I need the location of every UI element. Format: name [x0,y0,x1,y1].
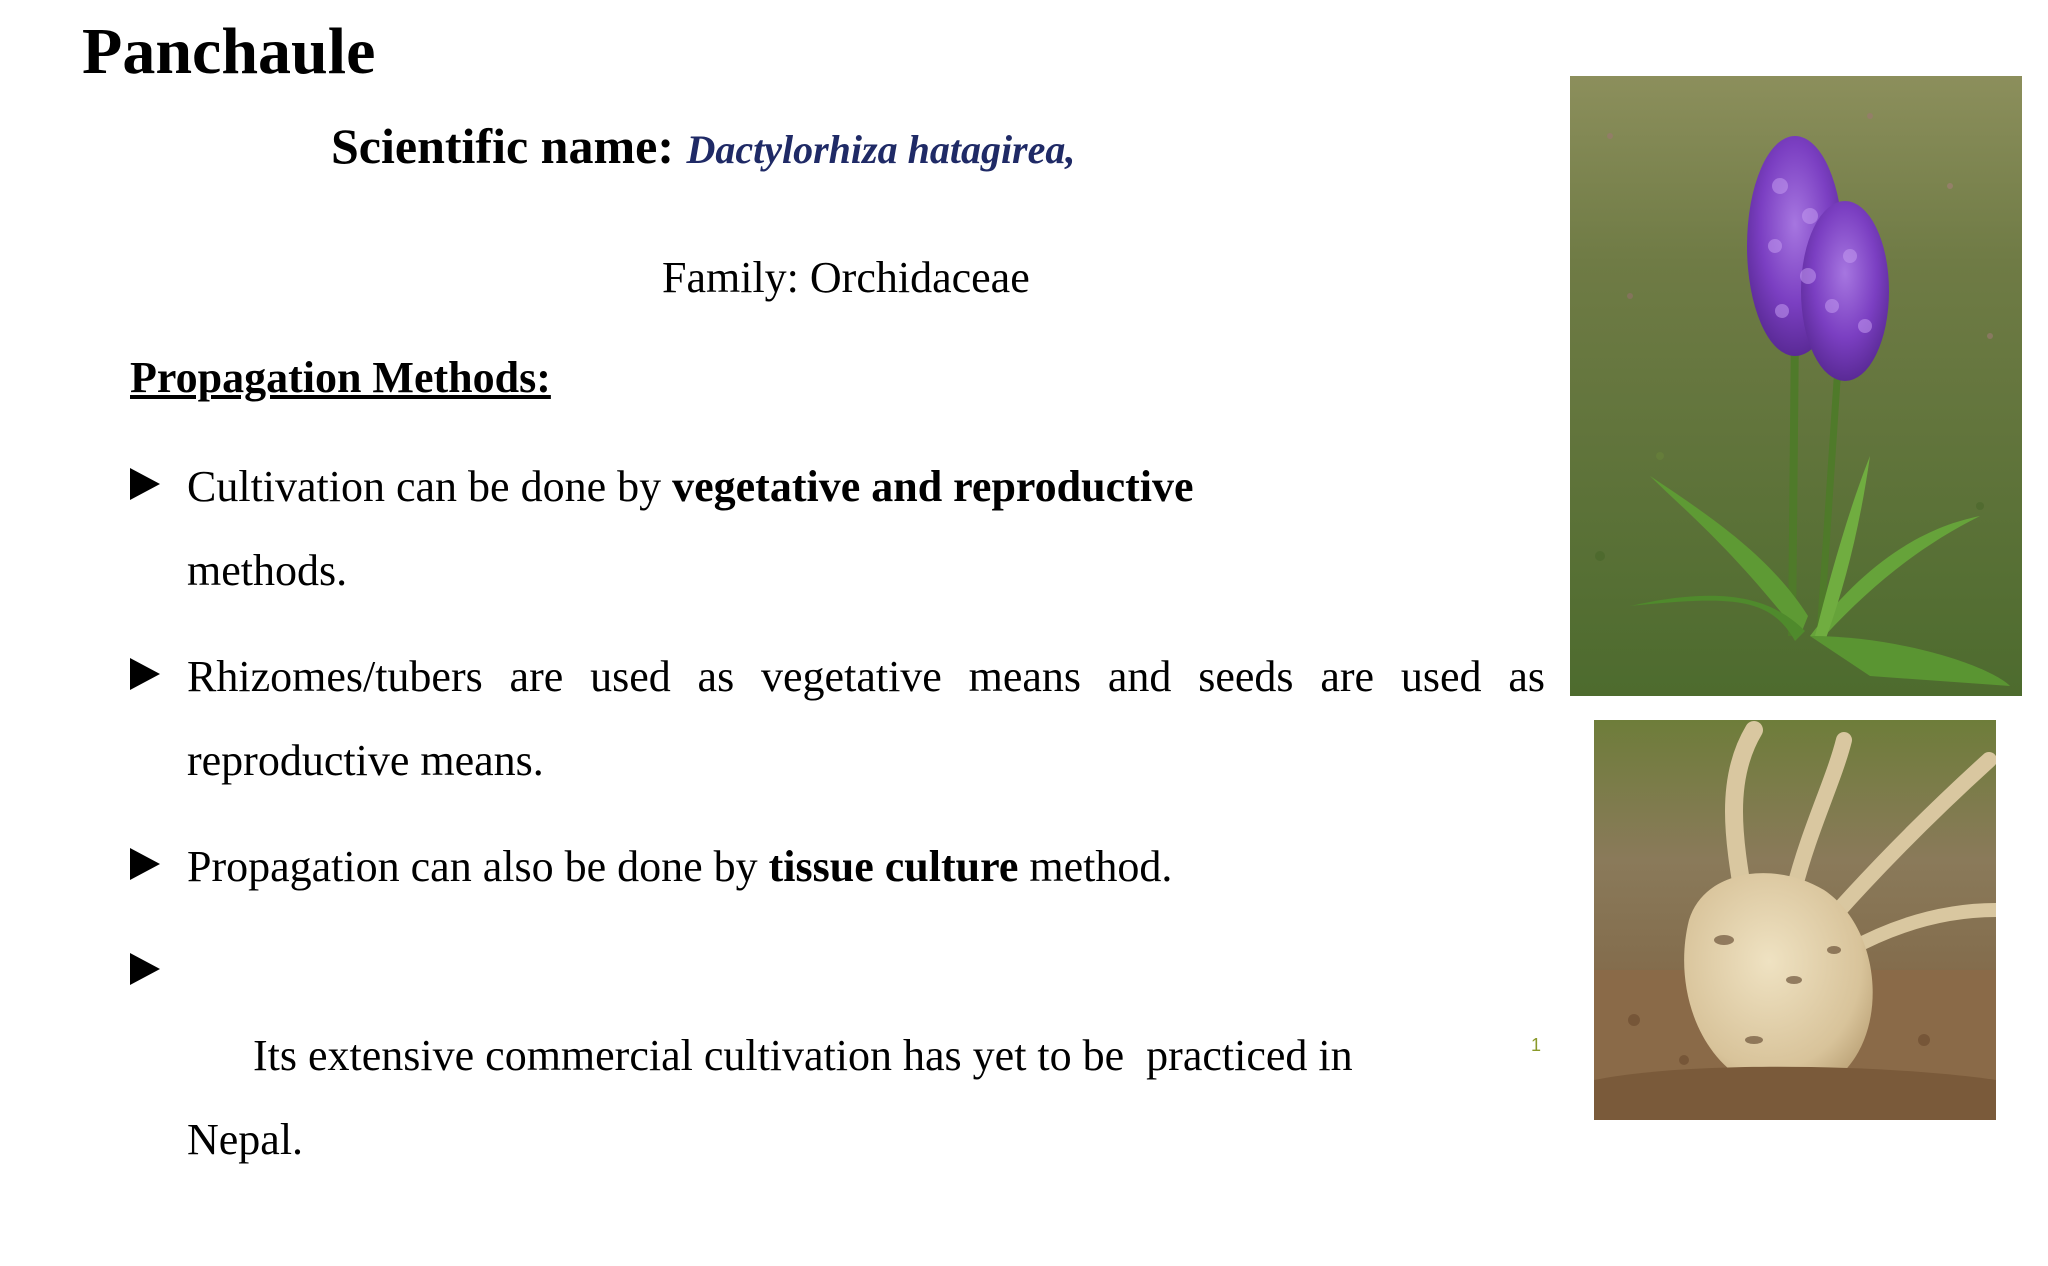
bullet-text-part: method. [1018,842,1173,891]
bullet-text-part: Cultivation can be done by [187,462,673,511]
orchid-flower-image [1570,76,2022,696]
family-name: Family: Orchidaceae [662,253,1030,302]
bullet-text-part: reproductive means. [187,736,544,785]
bullet-text-part: Propagation can also be done by [187,842,769,891]
bullet-text-bold: vegetative and reproductive [672,462,1194,511]
slide-title: Panchaule [82,15,376,88]
bullet-text [187,930,1487,1266]
bullet-text-part: Rhizomes/tubers are used as vegetative means and seeds are used as [187,652,1545,701]
scientific-name-label: Scientific name: [331,118,674,174]
bullet-arrow-icon [130,468,160,500]
page-number: 1 [1531,1035,1542,1055]
bullet-text [187,445,1387,613]
bullet-text-part: Nepal. [187,1115,304,1164]
bullet-text [187,825,1487,909]
scientific-name-value: Dactylorhiza hatagirea, [686,127,1076,172]
scientific-name [331,116,1075,176]
tuber-photo [1594,720,1996,1120]
bullet-text-part: methods. [187,546,348,595]
bullet-arrow-icon [130,658,160,690]
bullet-arrow-icon [130,848,160,880]
bullet-text-bold: tissue culture [768,842,1019,891]
tuber-root-image [1594,720,1996,1120]
bullet-text-part: Its extensive commercial cultivation has yet to be practiced in [253,1031,1353,1080]
section-heading: Propagation Methods: [130,353,551,402]
bullet-text [187,635,1545,803]
flower-photo [1570,76,2022,696]
bullet-arrow-icon [130,953,160,985]
